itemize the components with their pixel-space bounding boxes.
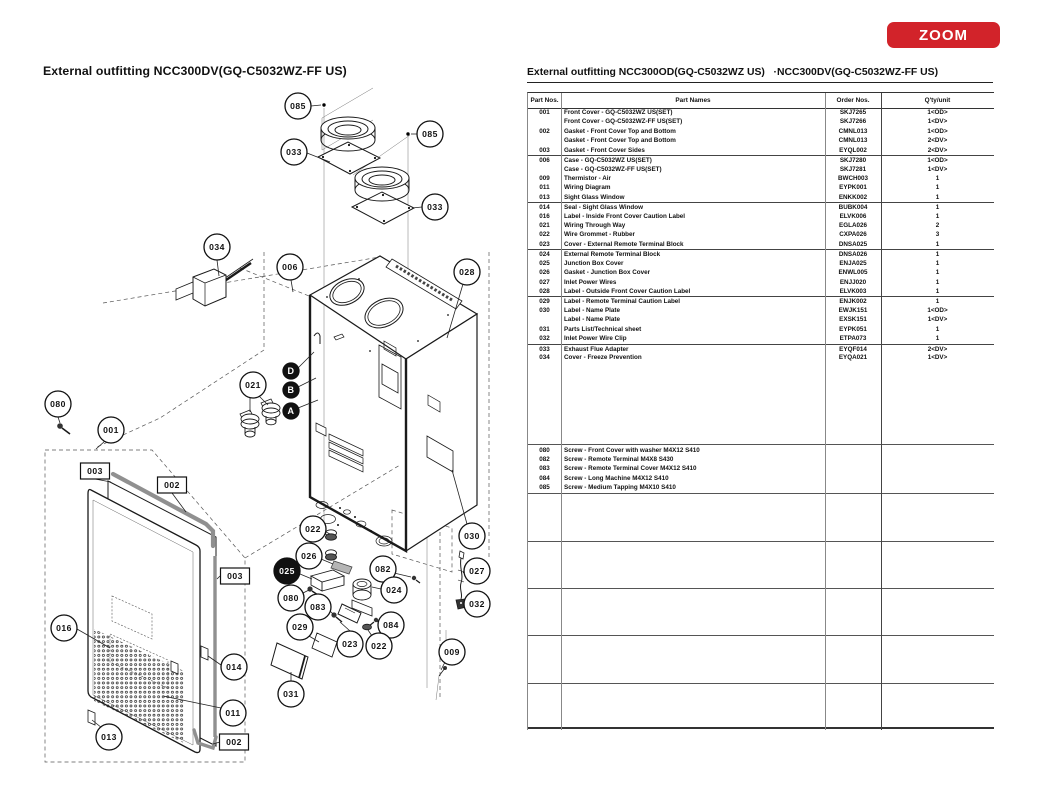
freeze-prevention-part: [176, 259, 253, 306]
table-row: [528, 353, 994, 362]
table-cell: 006: [539, 157, 550, 165]
table-row: [528, 165, 994, 174]
svg-text:002: 002: [226, 737, 242, 747]
table-cell: [528, 136, 561, 145]
svg-text:003: 003: [227, 571, 243, 581]
table-row: [528, 334, 994, 343]
flue-adapter-top: [318, 117, 380, 174]
svg-text:030: 030: [464, 531, 480, 541]
table-cell: 003: [539, 146, 550, 154]
callout-085: [417, 121, 443, 147]
table-row: [528, 287, 994, 296]
callout-024: [381, 577, 407, 603]
table-cell: 009: [539, 174, 550, 182]
table-cell: Thermistor - Air: [564, 174, 611, 182]
table-cell: Seal - Sight Glass Window: [564, 204, 644, 212]
table-cell: Inlet Power Wires: [564, 278, 617, 286]
svg-text:025: 025: [279, 566, 295, 576]
leader-line: [394, 573, 411, 577]
table-cell: 1: [935, 298, 940, 306]
leader-line: [303, 590, 309, 593]
table-cell: 1<DV>: [927, 353, 948, 361]
table-cell: SKJ7280: [839, 157, 867, 165]
callout-027: [464, 558, 490, 584]
svg-text:033: 033: [286, 147, 302, 157]
table-cell: Junction Box Cover: [564, 259, 624, 267]
table-cell: [825, 455, 881, 464]
svg-text:006: 006: [282, 262, 298, 272]
callout-083: [305, 594, 331, 620]
table-cell: EYQA021: [838, 353, 868, 361]
callout-003: [221, 568, 250, 584]
leader-line: [412, 207, 422, 208]
callout-029: [287, 614, 313, 640]
leader-line: [300, 574, 312, 579]
column-divider: [881, 93, 882, 730]
svg-text:003: 003: [87, 466, 103, 476]
header-part-nos: Part Nos.: [530, 97, 559, 104]
callout-002: [158, 477, 187, 493]
callout-013: [96, 724, 122, 750]
column-divider: [825, 93, 826, 730]
table-cell: EYQL002: [839, 146, 867, 154]
svg-text:014: 014: [226, 662, 242, 672]
table-row: [528, 221, 994, 230]
table-cell: 1<OD>: [927, 157, 948, 165]
parts-table: [527, 92, 994, 730]
wiring-throughway-parts: [240, 399, 280, 437]
table-cell: Gasket - Front Cover Sides: [564, 146, 645, 154]
table-cell: ENJK002: [839, 298, 867, 306]
table-bottom-rule: [528, 727, 994, 729]
table-cell: 1<OD>: [927, 127, 948, 135]
table-cell: Wiring Diagram: [564, 184, 611, 192]
rule-line: [528, 493, 994, 494]
table-cell: Screw - Remote Terminal Cover M4X12 S410: [564, 465, 697, 473]
svg-text:080: 080: [283, 593, 299, 603]
leader-line: [298, 378, 316, 387]
svg-text:013: 013: [101, 732, 117, 742]
table-cell: ENJA025: [839, 259, 867, 267]
table-cell: 1<DV>: [927, 316, 948, 324]
leader-line: [372, 587, 381, 589]
screw-point: [322, 103, 325, 106]
svg-text:B: B: [287, 385, 295, 396]
table-cell: [825, 464, 881, 473]
table-cell: [881, 483, 994, 492]
table-cell: SKJ7265: [839, 109, 867, 116]
table-cell: EYQF014: [839, 345, 867, 353]
table-cell: [825, 483, 881, 492]
table-row: [528, 315, 994, 324]
table-row: [528, 183, 994, 192]
svg-text:002: 002: [164, 480, 180, 490]
callout-033: [281, 139, 307, 165]
svg-text:022: 022: [371, 641, 387, 651]
callout-080: [45, 391, 71, 417]
table-cell: ELVK006: [839, 212, 867, 220]
table-cell: [528, 165, 561, 174]
rule-line: [528, 683, 994, 684]
table-cell: 080: [539, 446, 550, 454]
callout-032: [464, 591, 490, 617]
svg-text:031: 031: [283, 689, 299, 699]
callout-022: [366, 633, 392, 659]
svg-text:028: 028: [459, 267, 475, 277]
table-row: [528, 325, 994, 334]
table-cell: 1: [935, 212, 940, 220]
svg-text:D: D: [287, 366, 295, 377]
callout-D: [283, 363, 299, 379]
callout-014: [221, 654, 247, 680]
table-cell: 034: [539, 353, 550, 361]
table-cell: BWCH003: [837, 174, 869, 182]
table-cell: Cover - Freeze Prevention: [564, 353, 642, 361]
table-cell: 2: [935, 222, 940, 230]
svg-text:001: 001: [103, 425, 119, 435]
table-cell: 1<OD>: [927, 109, 948, 116]
table-cell: 030: [539, 306, 550, 314]
table-cell: 1: [935, 278, 940, 286]
table-cell: 016: [539, 212, 550, 220]
table-cell: SKJ7281: [839, 165, 867, 173]
table-cell: [881, 474, 994, 483]
table-row: [528, 212, 994, 221]
header-order-nos: Order Nos.: [836, 97, 870, 104]
table-cell: 026: [539, 269, 550, 277]
table-cell: 3: [935, 231, 940, 239]
table-row: [528, 446, 994, 455]
table-row: [528, 108, 994, 117]
rule-line: [528, 541, 994, 542]
svg-text:082: 082: [375, 564, 391, 574]
callout-023: [337, 631, 363, 657]
table-cell: DNSA025: [838, 240, 868, 248]
table-cell: 028: [539, 287, 550, 295]
table-cell: Label - Name Plate: [564, 316, 620, 324]
table-cell: ETPA073: [839, 335, 867, 343]
table-cell: 1<OD>: [927, 306, 948, 314]
svg-text:029: 029: [292, 622, 308, 632]
callout-033: [422, 194, 448, 220]
table-cell: ELVK003: [839, 287, 867, 295]
rule-line: [528, 635, 994, 636]
table-row: [528, 474, 994, 483]
table-row: [528, 174, 994, 183]
header-part-names: Part Names: [675, 97, 711, 104]
table-row: [528, 278, 994, 287]
table-cell: [825, 474, 881, 483]
callout-003: [81, 463, 110, 479]
leader-line: [291, 280, 293, 292]
svg-text:034: 034: [209, 242, 225, 252]
table-row: [528, 193, 994, 202]
table-cell: 082: [539, 455, 550, 463]
table-cell: BUBK004: [838, 204, 868, 212]
callout-009: [439, 639, 465, 665]
svg-text:080: 080: [50, 399, 66, 409]
table-cell: 031: [539, 325, 550, 333]
table-cell: Label - Remote Terminal Caution Label: [564, 298, 681, 306]
table-row: [528, 127, 994, 136]
table-cell: EGLA026: [839, 222, 867, 230]
table-cell: 2<DV>: [927, 345, 948, 353]
table-cell: Case - GQ-C5032WZ-FF US(SET): [564, 165, 662, 173]
table-row: [528, 268, 994, 277]
svg-text:032: 032: [469, 599, 485, 609]
table-cell: Sight Glass Window: [564, 193, 625, 201]
svg-text:084: 084: [383, 620, 399, 630]
callout-002: [220, 734, 249, 750]
svg-text:011: 011: [225, 708, 241, 718]
table-cell: 2<DV>: [927, 146, 948, 154]
parts-table-header: [528, 93, 994, 109]
table-row: [528, 306, 994, 315]
callout-022: [300, 516, 326, 542]
table-cell: EWJK151: [838, 306, 868, 314]
table-cell: 084: [539, 474, 550, 482]
table-cell: 021: [539, 222, 550, 230]
column-divider: [561, 93, 562, 730]
table-cell: 085: [539, 484, 550, 492]
table-cell: Screw - Long Machine M4X12 S410: [564, 474, 669, 482]
table-cell: 014: [539, 204, 550, 212]
leader-line: [298, 352, 314, 368]
table-row: [528, 464, 994, 473]
svg-text:026: 026: [301, 551, 317, 561]
table-cell: Gasket - Junction Box Cover: [564, 269, 651, 277]
svg-text:085: 085: [290, 101, 306, 111]
table-cell: CMNL013: [838, 137, 868, 145]
table-cell: 1: [935, 335, 940, 343]
right-table-title: External outfitting NCC300OD(GQ-C5032WZ US) ·NCC300DV(GQ-C5032WZ-FF US): [527, 67, 993, 83]
table-cell: 013: [539, 193, 550, 201]
table-cell: 027: [539, 278, 550, 286]
callout-016: [51, 615, 77, 641]
callout-001: [98, 417, 124, 443]
left-diagram-title: External outfitting NCC300DV(GQ-C5032WZ-FF US): [43, 64, 347, 78]
table-cell: Front Cover - GQ-C5032WZ-FF US(SET): [564, 118, 683, 126]
svg-text:009: 009: [444, 647, 460, 657]
callout-030: [459, 523, 485, 549]
callout-A: [283, 403, 299, 419]
table-cell: 2<DV>: [927, 137, 948, 145]
table-cell: 023: [539, 240, 550, 248]
callout-085: [285, 93, 311, 119]
svg-text:083: 083: [310, 602, 326, 612]
callout-021: [240, 372, 266, 398]
table-cell: 1: [935, 325, 940, 333]
table-row: [528, 483, 994, 492]
callout-034: [204, 234, 230, 260]
table-cell: Label - Outside Front Cover Caution Label: [564, 287, 691, 295]
svg-text:027: 027: [469, 566, 485, 576]
exploded-diagram: [0, 0, 520, 782]
table-cell: Front Cover - GQ-C5032WZ US(SET): [564, 109, 673, 116]
table-cell: ENJJ020: [839, 278, 867, 286]
table-cell: Gasket - Front Cover Top and Bottom: [564, 137, 676, 145]
table-row: [528, 136, 994, 145]
table-cell: 1: [935, 174, 940, 182]
table-cell: DNSA026: [838, 251, 868, 259]
svg-text:021: 021: [245, 380, 261, 390]
svg-text:022: 022: [305, 524, 321, 534]
svg-text:023: 023: [342, 639, 358, 649]
table-cell: 1: [935, 184, 940, 192]
table-cell: [881, 446, 994, 455]
leader-line: [340, 622, 350, 631]
table-cell: Label - Name Plate: [564, 306, 620, 314]
svg-text:024: 024: [386, 585, 402, 595]
table-row: [528, 259, 994, 268]
leader-line: [311, 105, 321, 106]
table-cell: ENKK002: [838, 193, 868, 201]
rule-line: [528, 444, 994, 445]
table-cell: 024: [539, 251, 550, 259]
table-cell: [528, 315, 561, 324]
table-cell: [881, 464, 994, 473]
table-cell: Parts List/Technical sheet: [564, 325, 642, 333]
table-cell: Wiring Through Way: [564, 222, 626, 230]
table-cell: 1<DV>: [927, 165, 948, 173]
table-cell: 1: [935, 240, 940, 248]
table-cell: 025: [539, 259, 550, 267]
leader-line: [217, 576, 220, 579]
table-cell: EYPK051: [839, 325, 867, 333]
table-cell: CMNL013: [838, 127, 868, 135]
table-cell: 1: [935, 204, 940, 212]
callout-025: [274, 558, 300, 584]
table-cell: Screw - Medium Tapping M4X10 S410: [564, 484, 676, 492]
table-cell: Label - Inside Front Cover Caution Label: [564, 212, 686, 220]
table-cell: ENWL005: [838, 269, 868, 277]
table-cell: [825, 446, 881, 455]
table-cell: Case - GQ-C5032WZ US(SET): [564, 157, 652, 165]
leader-line: [58, 417, 60, 423]
table-cell: 1: [935, 251, 940, 259]
table-cell: Cover - External Remote Terminal Block: [564, 240, 684, 248]
svg-text:033: 033: [427, 202, 443, 212]
table-row: [528, 240, 994, 249]
table-cell: 1<DV>: [927, 118, 948, 126]
table-cell: 1: [935, 269, 940, 277]
table-cell: Screw - Remote Terminal M4X8 S430: [564, 455, 674, 463]
table-cell: Wire Grommet - Rubber: [564, 231, 635, 239]
table-cell: 022: [539, 231, 550, 239]
table-row: [528, 230, 994, 239]
callout-011: [220, 700, 246, 726]
leader-line: [96, 441, 105, 449]
table-cell: 033: [539, 345, 550, 353]
table-cell: Screw - Front Cover with washer M4X12 S410: [564, 446, 700, 454]
table-cell: 029: [539, 298, 550, 306]
table-cell: 1: [935, 259, 940, 267]
table-cell: [528, 117, 561, 126]
rule-line: [528, 588, 994, 589]
header-qty-unit: Q'ty/unit: [924, 97, 951, 104]
table-row: [528, 455, 994, 464]
callout-080: [278, 585, 304, 611]
table-cell: 1: [935, 287, 940, 295]
table-cell: CXPA026: [839, 231, 867, 239]
table-cell: Exhaust Flue Adapter: [564, 345, 629, 353]
callout-006: [277, 254, 303, 280]
leader-line: [298, 400, 318, 408]
callout-031: [278, 681, 304, 707]
table-cell: EXSK151: [839, 316, 867, 324]
table-cell: 002: [539, 127, 550, 135]
table-cell: 011: [539, 184, 550, 192]
table-cell: [881, 455, 994, 464]
table-cell: 032: [539, 335, 550, 343]
table-row: [528, 117, 994, 126]
table-cell: Gasket - Front Cover Top and Bottom: [564, 127, 676, 135]
callout-026: [296, 543, 322, 569]
table-cell: SKJ7266: [839, 118, 867, 126]
table-cell: 001: [539, 109, 550, 116]
screw-point: [406, 132, 409, 135]
callout-B: [283, 382, 299, 398]
table-cell: External Remote Terminal Block: [564, 251, 661, 259]
table-row: [528, 146, 994, 155]
svg-text:085: 085: [422, 129, 438, 139]
table-cell: 083: [539, 465, 550, 473]
svg-text:016: 016: [56, 623, 72, 633]
flue-adapter-bottom: [352, 167, 414, 224]
table-cell: Inlet Power Wire Clip: [564, 335, 627, 343]
case-body: [310, 256, 477, 551]
callout-028: [454, 259, 480, 285]
svg-text:A: A: [287, 406, 295, 417]
table-cell: EYPK001: [839, 184, 867, 192]
zoom-button[interactable]: ZOOM: [887, 22, 1000, 48]
table-cell: 1: [935, 193, 940, 201]
